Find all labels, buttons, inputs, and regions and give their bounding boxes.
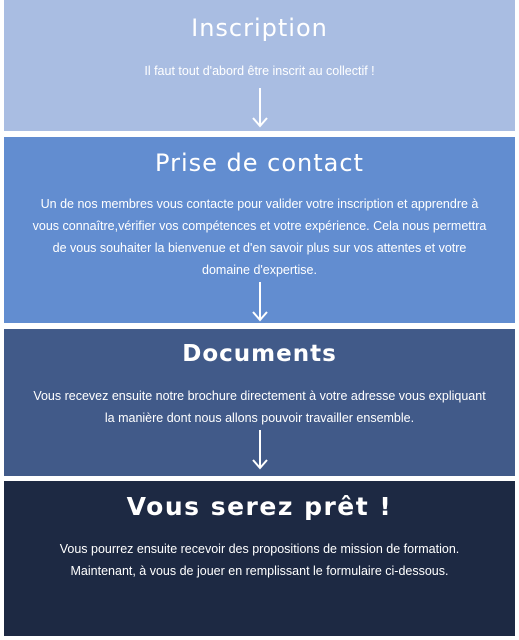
step-vous-serez-pret: [4, 481, 515, 636]
step-title: Prise de contact: [155, 149, 364, 177]
step-description: Vous recevez ensuite notre brochure directement à votre adresse vous expliquant la manière dont nous allons pouvoir travailler ensemble.: [33, 389, 486, 425]
step-description: Il faut tout d'abord être inscrit au collectif !: [144, 64, 375, 78]
arrow-down-icon: [252, 88, 268, 128]
step-title: Vous serez prêt !: [126, 492, 393, 521]
step-description: Vous pourrez ensuite recevoir des propositions de mission de formation. Maintenant, à vous de jouer en remplissant le formulaire ci-dessous.: [59, 542, 460, 578]
step-prise-de-contact: [4, 137, 515, 323]
arrow-down-icon: [252, 430, 268, 470]
step-title: Inscription: [191, 14, 328, 42]
step-inscription: [4, 0, 515, 131]
step-documents: [4, 329, 515, 476]
step-title: Documents: [182, 341, 337, 367]
arrow-down-icon: [252, 282, 268, 322]
step-description: Un de nos membres vous contacte pour valider votre inscription et apprendre à vous connaître,vérifier vos compétences et votre expérience. Cela nous permettra de vous souhaiter la bienvenue et d'en savoir plus sur vos attentes et votre domaine d'expertise.: [32, 197, 487, 277]
